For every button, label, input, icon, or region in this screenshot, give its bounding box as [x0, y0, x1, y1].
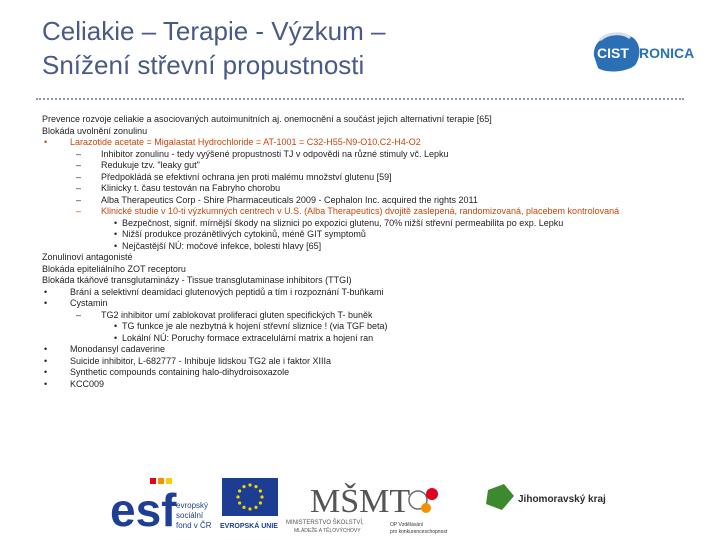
content-item-text: Zonulinoví antagonisté [42, 252, 133, 262]
content-item [42, 310, 682, 322]
esf-line2: sociální [176, 511, 204, 520]
eu-label: EVROPSKÁ UNIE [220, 523, 278, 530]
content-item-text: Suicide inhibitor, L-682777 - Inhibuje lidskou TG2 ale i faktor XIIIa [70, 355, 331, 366]
slide-title-line2: Snížení střevní propustnosti [42, 50, 365, 80]
bullet-dot-icon: • [114, 229, 118, 239]
cistronica-logo-text-b: RONICA [639, 45, 695, 61]
content-item-text: Předpokládá se efektivní ochrana jen proti malému množství glutenu [59] [101, 171, 392, 182]
content-item-text: Synthetic compounds containing halo-dihydroisoxazole [70, 367, 290, 377]
bullet-content [42, 114, 682, 390]
bullet-dot-icon: • [44, 344, 48, 354]
eu-star-icon [260, 495, 263, 498]
content-item [42, 149, 682, 161]
content-item [42, 356, 682, 368]
eu-star-icon [254, 485, 257, 488]
op-line2: pro konkurenceschopnost [390, 529, 448, 535]
msmt-letters: MŠMT [310, 483, 411, 520]
msmt-line1: MINISTERSTVO ŠKOLSTVÍ, [286, 520, 364, 526]
eu-flag-logo [220, 478, 278, 530]
cistronica-logo [590, 28, 708, 74]
content-item [42, 379, 682, 391]
bullet-dot-icon: • [44, 298, 48, 308]
bullet-dot-icon: • [44, 137, 48, 147]
eu-star-icon [238, 501, 241, 504]
content-item [42, 275, 682, 287]
bullet-dot-icon: • [44, 367, 48, 377]
content-item-text: TG funkce je ale nezbytná k hojení střevní sliznice ! (via TGF beta) [122, 321, 388, 331]
content-item [42, 114, 682, 126]
bullet-dot-icon: • [114, 240, 118, 251]
bullet-dash-icon: – [76, 309, 82, 320]
content-item-text: Larazotide acetate = Migalastat Hydrochloride = AT-1001 = C32-H55-N9-O10.C2-H4-O2 [70, 137, 421, 147]
op-line1: OP Vzdělávání [390, 522, 424, 528]
content-item [42, 333, 682, 345]
bullet-dot-icon: • [44, 286, 48, 297]
eu-star-icon [254, 506, 257, 509]
content-item [42, 298, 682, 310]
content-item [42, 172, 682, 184]
content-item [42, 252, 682, 264]
content-item-text: Klinické studie v 10-ti výzkumných centrech v U.S. (Alba Therapeutics) dvojitě zaslepená, randomizovaná, placebem kontrolovaná [101, 206, 620, 216]
content-item [42, 321, 682, 333]
eu-star-icon [259, 501, 262, 504]
content-item [42, 287, 682, 299]
slide-title-line1: Celiakie – Terapie - Výzkum – [42, 16, 386, 46]
content-item [42, 126, 682, 138]
content-item [42, 183, 682, 195]
content-item [42, 160, 682, 172]
content-item-text: Monodansyl cadaverine [70, 344, 166, 354]
bullet-dot-icon: • [114, 217, 118, 228]
content-item-text: KCC009 [70, 378, 105, 389]
eu-star-icon [248, 483, 251, 486]
content-item [42, 195, 682, 207]
kraj-label: Jihomoravský kraj [518, 494, 606, 505]
content-item [42, 218, 682, 230]
eu-star-icon [248, 507, 251, 510]
bullet-dot-icon: • [44, 355, 48, 366]
content-item-text: Lokální NÚ: Poruchy formace extracelulární matrix a hojení ran [122, 332, 374, 343]
eu-star-icon [259, 489, 262, 492]
content-item-text: Blokáda tkáňové transglutaminázy - Tissue transglutaminase inhibitors (TTGI) [42, 275, 352, 285]
content-item [42, 344, 682, 356]
eu-star-icon [242, 485, 245, 488]
content-item-text: Prevence rozvoje celiakie a asociovaných autoimunitních aj. onemocnění a součást jejich alternativní terapie [65] [42, 114, 492, 124]
content-item-text: Alba Therapeutics Corp - Shire Pharmaceuticals 2009 - Cephalon Inc. acquired the rights 2011 [101, 194, 478, 205]
content-item-text: Inhibitor zonulinu - tedy vyýšené propustnosti TJ v odpovědi na různé stimuly vč. Lepku [101, 148, 449, 159]
bullet-dash-icon: – [76, 206, 82, 216]
content-item [42, 229, 682, 241]
esf-line1: evropský [176, 501, 209, 510]
bullet-dash-icon: – [76, 160, 82, 170]
bullet-dot-icon: • [114, 332, 118, 343]
content-item [42, 241, 682, 253]
content-item-text: Brání a selektivní deamidaci glutenových peptidů a tím i rozpoznání T-buňkami [70, 286, 384, 297]
esf-logo [110, 478, 212, 536]
esf-line3: fond v ČR [176, 521, 212, 530]
content-item-text: Blokáda uvolnění zonulinu [42, 125, 148, 136]
content-item-text: Klinicky t. času testován na Fabryho chorobu [101, 183, 281, 193]
bullet-dot-icon: • [114, 321, 118, 331]
esf-logo-letters: esf [110, 484, 177, 536]
content-item-text: Blokáda epiteliálního ZOT receptoru [42, 263, 186, 274]
cistronica-logo-text-a: CIST [597, 45, 629, 61]
eu-star-icon [236, 495, 239, 498]
content-item [42, 137, 682, 149]
footer-logos [110, 470, 720, 540]
content-item-text: Redukuje tzv. "leaky gut" [101, 160, 200, 170]
eu-star-icon [242, 506, 245, 509]
content-item [42, 206, 682, 218]
bullet-dot-icon: • [44, 378, 48, 389]
content-item-text: Nejčastější NÚ: močové infekce, bolesti hlavy [65] [122, 240, 322, 251]
eu-star-icon [238, 489, 241, 492]
content-item-text: TG2 inhibitor umí zablokovat proliferaci gluten specifických T- buněk [101, 309, 373, 320]
content-item [42, 367, 682, 379]
bullet-dash-icon: – [76, 148, 82, 159]
msmt-line2: MLÁDEŽE A TĚLOVÝCHOVY [294, 528, 361, 534]
slide-title [42, 14, 562, 82]
content-item-text: Cystamin [70, 298, 108, 308]
bullet-dash-icon: – [76, 194, 82, 205]
content-item [42, 264, 682, 276]
content-item-text: Bezpečnost, signif. mírnější škody na sliznici po expozici glutenu, 70% nižší střevní permeabilita po exp. Lepku [122, 217, 564, 228]
bullet-dash-icon: – [76, 171, 82, 182]
bullet-dash-icon: – [76, 183, 82, 193]
title-divider [36, 98, 684, 100]
jihomoravsky-kraj-logo [486, 484, 606, 510]
content-item-text: Nižší produkce prozánětlivých cytokinů, méně GIT symptomů [122, 229, 366, 239]
